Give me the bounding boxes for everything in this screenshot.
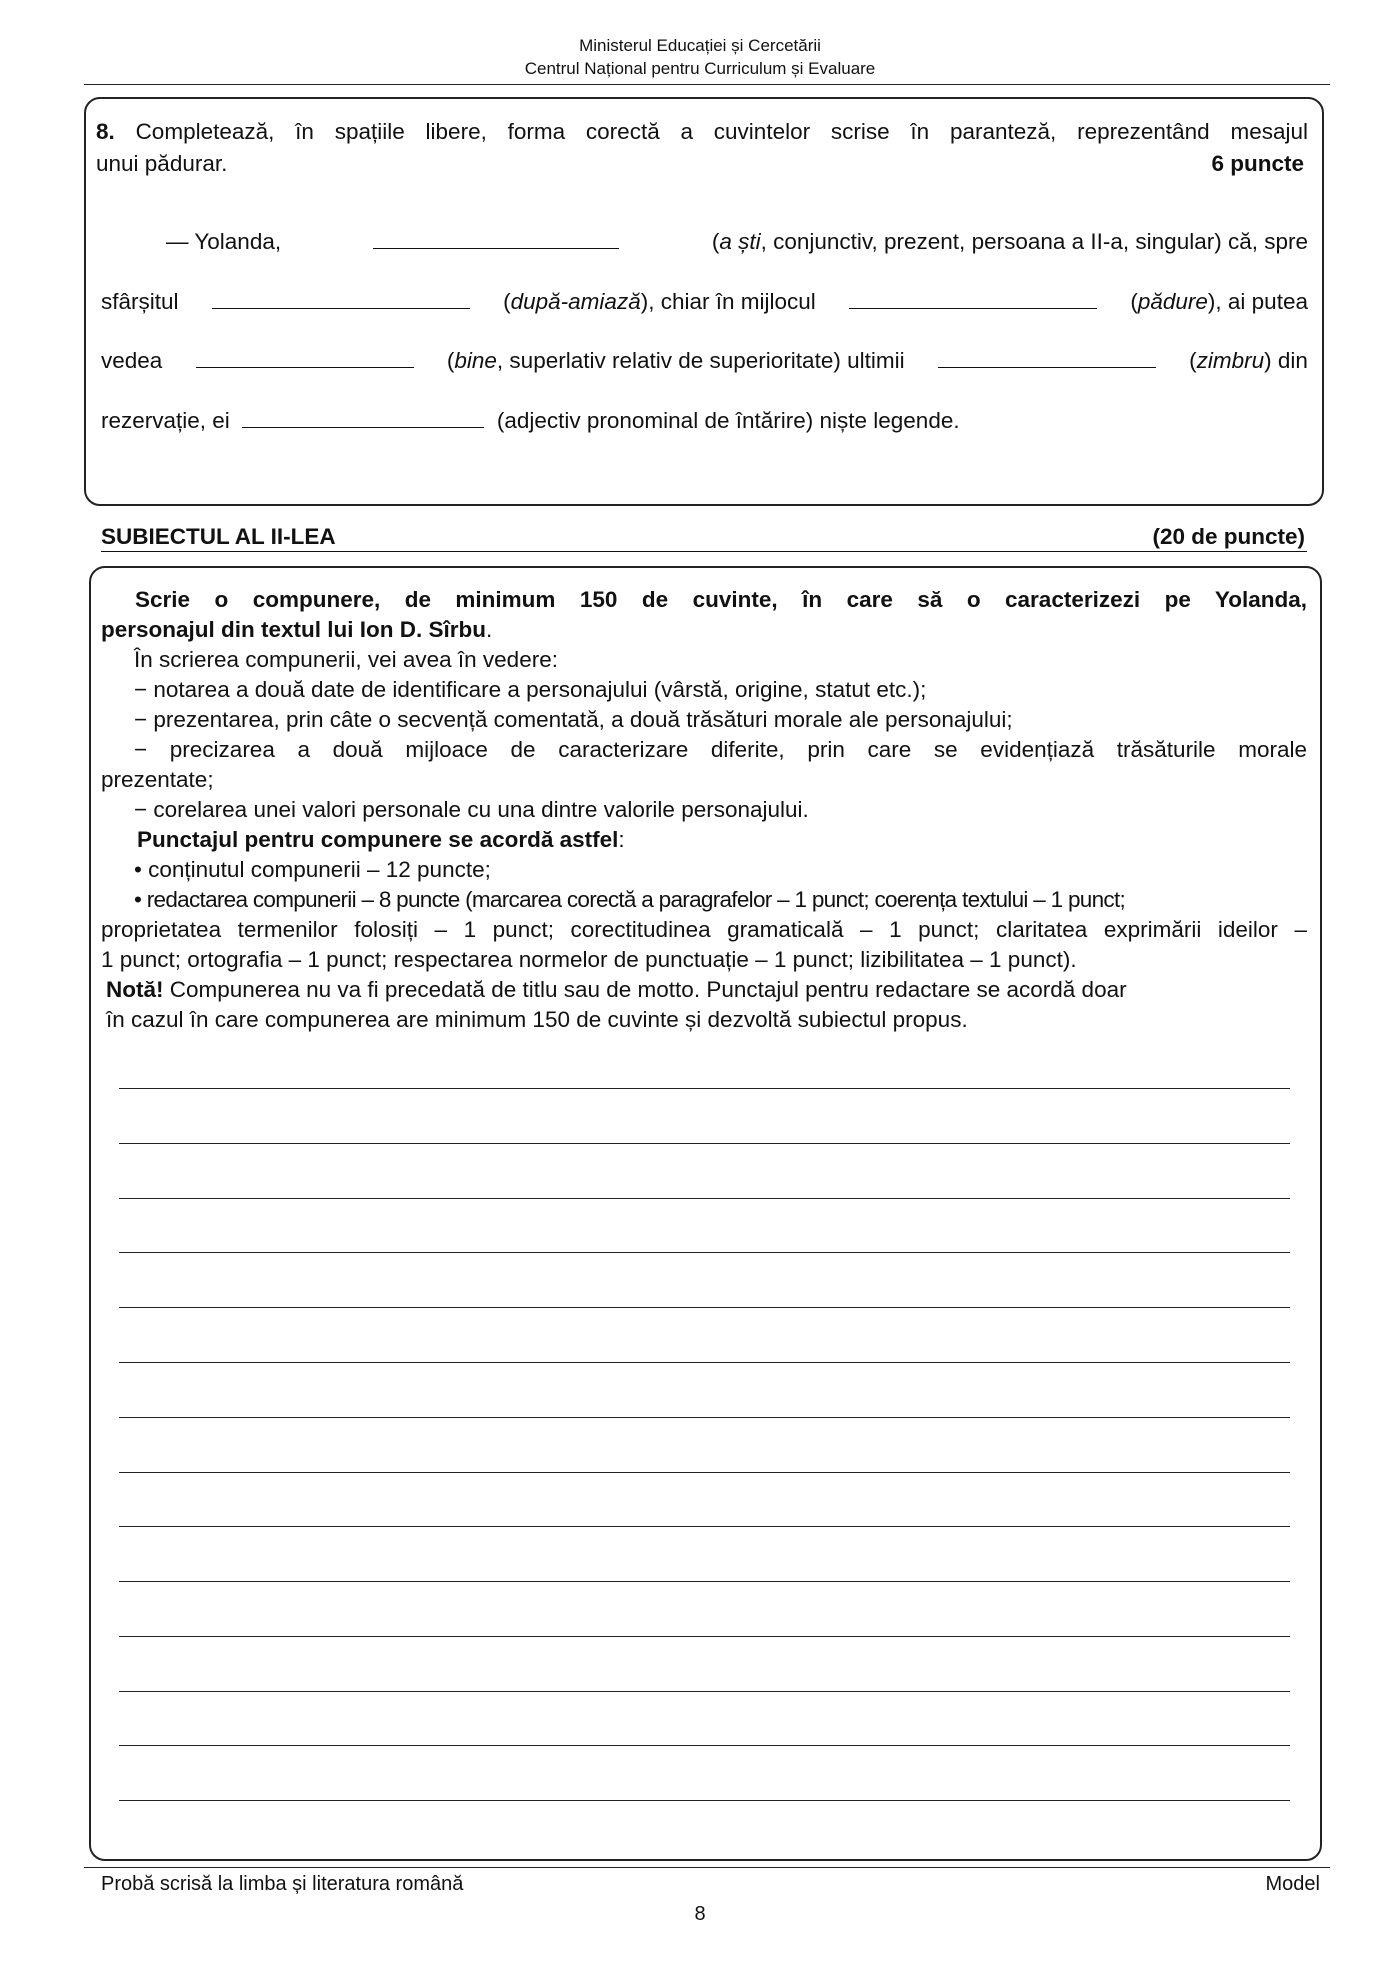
answer-blank-6[interactable] <box>242 405 484 428</box>
requirement-2: − prezentarea, prin câte o secvență comentată, a două trăsături morale ale personajului; <box>134 707 1013 732</box>
task-line2: personajul din textul lui Ion D. Sîrbu. <box>101 617 493 642</box>
answer-blank-3[interactable] <box>849 286 1097 309</box>
writing-line[interactable] <box>119 1472 1290 1473</box>
requirement-3-line1: − precizarea a două mijloace de caracterizare diferite, prin care se evidențiază trăsăturile morale <box>134 737 1307 762</box>
subject-2-points: (20 de puncte) <box>1152 524 1305 549</box>
writing-line[interactable] <box>119 1307 1290 1308</box>
writing-line[interactable] <box>119 1526 1290 1527</box>
writing-line[interactable] <box>119 1143 1290 1144</box>
task-line1: Scrie o compunere, de minimum 150 de cuvinte, în care să o caracterizezi pe Yolanda, <box>135 587 1307 612</box>
footer-divider <box>84 1867 1330 1868</box>
exercise-8-sentence-line2: sfârșitul (după-amiază), chiar în mijlocul (pădure), ai putea <box>101 286 1308 317</box>
requirement-1: − notarea a două date de identificare a personajului (vârstă, origine, statut etc.); <box>134 677 927 702</box>
writing-line[interactable] <box>119 1088 1290 1089</box>
exercise-8-instruction-line2: unui pădurar. <box>96 151 228 176</box>
writing-line[interactable] <box>119 1745 1290 1746</box>
page-number: 8 <box>694 1903 706 1925</box>
writing-line[interactable] <box>119 1691 1290 1692</box>
requirement-3-line2: prezentate; <box>101 767 214 792</box>
subject-2-title: SUBIECTUL AL II-LEA <box>101 524 336 549</box>
header-center: Centrul Național pentru Curriculum și Evaluare <box>524 59 876 78</box>
header-ministry: Ministerul Educației și Cercetării <box>579 36 821 55</box>
writing-line[interactable] <box>119 1362 1290 1363</box>
answer-blank-2[interactable] <box>212 286 470 309</box>
writing-line[interactable] <box>119 1198 1290 1199</box>
scoring-bullet-1: • conținutul compunerii – 12 puncte; <box>134 857 491 882</box>
writing-line[interactable] <box>119 1800 1290 1801</box>
header-divider <box>84 84 1330 85</box>
subject-2-underline <box>101 551 1307 552</box>
footer-model-label: Model <box>1265 1873 1320 1895</box>
exercise-8-sentence-line4: rezervație, ei (adjectiv pronominal de întărire) niște legende. <box>101 405 960 436</box>
scoring-heading: Punctajul pentru compunere se acordă astfel: <box>137 827 625 852</box>
answer-blank-4[interactable] <box>196 345 414 368</box>
writing-line[interactable] <box>119 1581 1290 1582</box>
writing-line[interactable] <box>119 1417 1290 1418</box>
footer-exam-name: Probă scrisă la limba și literatura română <box>101 1873 464 1895</box>
exercise-8-sentence-line3: vedea (bine, superlativ relativ de superioritate) ultimii (zimbru) din <box>101 345 1308 376</box>
scoring-bullet-2-line1: • redactarea compunerii – 8 puncte (marcarea corectă a paragrafelor – 1 punct; coerența textului – 1 punct; <box>134 887 1126 912</box>
writing-line[interactable] <box>119 1252 1290 1253</box>
note-line2: în cazul în care compunerea are minimum 150 de cuvinte și dezvoltă subiectul propus. <box>106 1007 968 1032</box>
answer-blank-1[interactable] <box>373 226 619 249</box>
scoring-bullet-2-line3: 1 punct; ortografia – 1 punct; respectarea normelor de punctuație – 1 punct; lizibilitatea – 1 punct). <box>101 947 1077 972</box>
scoring-bullet-2-line2: proprietatea termenilor folosiți – 1 punct; corectitudinea gramaticală – 1 punct; claritatea exprimării ideilor – <box>101 917 1307 942</box>
exercise-number: 8. <box>96 119 115 144</box>
exercise-8-instruction-line1: 8. Completează, în spațiile libere, forma corectă a cuvintelor scrise în paranteză, reprezentând mesajul <box>96 119 1308 144</box>
requirements-intro: În scrierea compunerii, vei avea în vedere: <box>134 647 558 672</box>
note-line1: Notă! Compunerea nu va fi precedată de titlu sau de motto. Punctajul pentru redactare se acordă doar <box>106 977 1127 1002</box>
exercise-8-sentence-line1: — Yolanda, (a ști, conjunctiv, prezent, persoana a II-a, singular) că, spre <box>166 226 1308 257</box>
exercise-8-points: 6 puncte <box>1211 151 1304 176</box>
writing-line[interactable] <box>119 1636 1290 1637</box>
requirement-4: − corelarea unei valori personale cu una dintre valorile personajului. <box>134 797 809 822</box>
answer-blank-5[interactable] <box>938 345 1156 368</box>
